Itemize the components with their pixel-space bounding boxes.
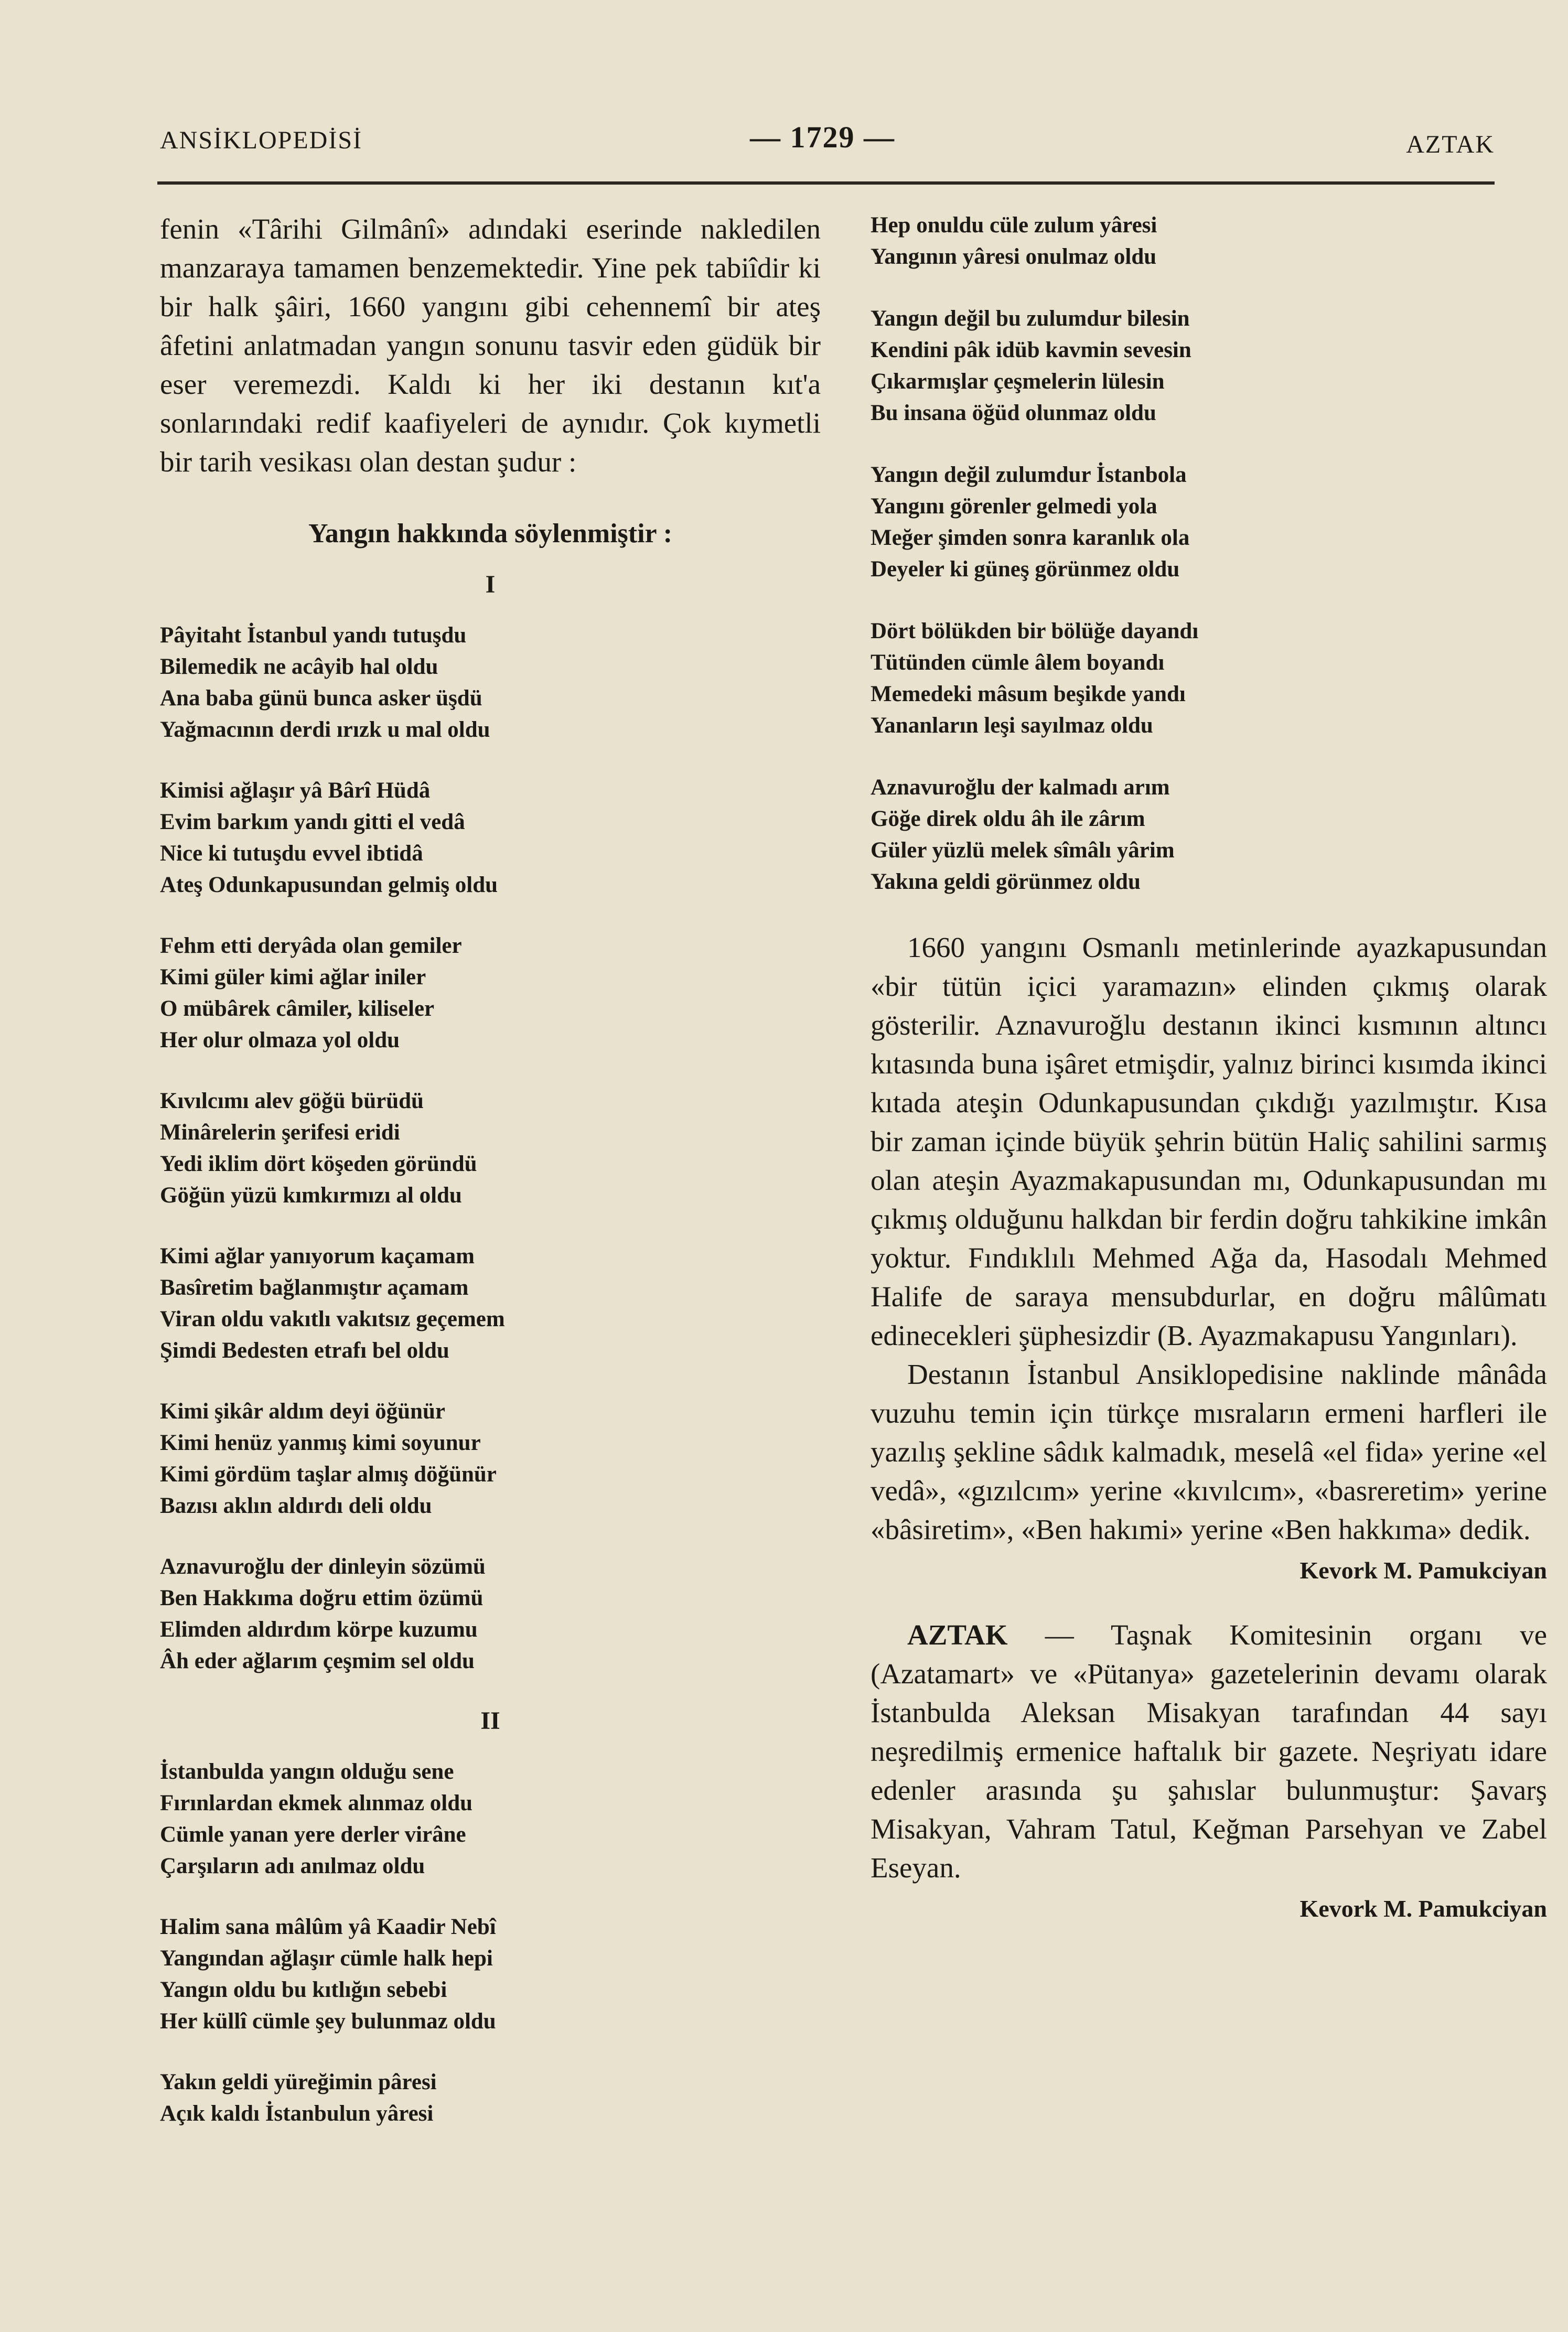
verse-line: Dört bölükden bir bölüğe dayandı — [871, 619, 1199, 643]
verse-line: Evim barkım yandı gitti el vedâ — [160, 810, 465, 834]
verse-line: Hep onuldu cüle zulum yâresi — [871, 213, 1157, 238]
author-signature-1: Kevork M. Pamukciyan — [1299, 1557, 1547, 1584]
verse-line: Viran oldu vakıtlı vakıtsız geçemem — [160, 1307, 505, 1331]
continued-stanza — [871, 772, 1547, 898]
part-one-stanza — [160, 1396, 821, 1522]
running-header-right: AZTAK — [1406, 131, 1495, 158]
verse-line: Memedeki mâsum beşikde yandı — [871, 682, 1186, 706]
verse-line: Cümle yanan yere derler virâne — [160, 1822, 466, 1847]
part-one-label: I — [485, 571, 496, 598]
verse-line: Pâyitaht İstanbul yandı tutuşdu — [160, 623, 467, 648]
part-two-label: II — [480, 1707, 500, 1735]
verse-line: Her olur olmaza yol oldu — [160, 1028, 400, 1052]
entry-spacer — [871, 1584, 1547, 1616]
intro-paragraph: fenin «Târihi Gilmânî» adındaki eserinde nakledilen manzaraya tamamen benzemektedir. Yine pek tabiîdir ki bir halk şâiri, 1660 yangını gibi cehennemî bir ateş âfetini anlatmadan yangın sonunu tasvir eden güdük bir eser veremezdi. Kaldı ki her iki destanın kıt'a sonlarındaki redif kaafiyeleri de aynıdır. Çok kıymetli bir tarih vesikası olan destan şudur : — [160, 213, 821, 478]
verse-line: Âh eder ağlarım çeşmim sel oldu — [160, 1649, 475, 1673]
aztak-entry-body: — Taşnak Komitesinin organı ve (Azatamart» ve «Pütanya» gazetelerinin devamı olarak İstanbulda Aleksan Misakyan tarafından 44 sayı neşredilmiş ermenice haftalık bir gazete. Neşriyatı idare edenler arasında şu şahıslar bulunmuştur: Şavarş Misakyan, Vahram Tatul, Keğman Parsehyan ve Zabel Eseyan. — [871, 1619, 1547, 1884]
verse-line: Bazısı aklın aldırdı deli oldu — [160, 1493, 432, 1518]
running-header-left: ANSİKLOPEDİSİ — [160, 126, 362, 154]
verse-line: Göğe direk oldu âh ile zârım — [871, 807, 1145, 831]
verse-line: Yangını görenler gelmedi yola — [871, 494, 1157, 519]
commentary-paragraph-2: Destanın İstanbul Ansiklopedisine naklinde mânâda vuzuhu temin için türkçe mısraların ermeni harfleri ile yazılış şekline sâdık kalmadık, meselâ «el fida» yerine «el vedâ», «gızılcım» yerine «kıvılcım», «basreretim» yerine «bâsiretim», «Ben hakımi» yerine «Ben hakkıma» dedik. — [871, 1358, 1547, 1545]
verse-line: O mübârek câmiler, kiliseler — [160, 996, 435, 1021]
right-column — [871, 210, 1547, 1922]
aztak-entry — [871, 1616, 1547, 1887]
part-two-stanza — [160, 2067, 821, 2130]
verse-line: Kimi gördüm taşlar almış döğünür — [160, 1462, 497, 1487]
part-two-stanza — [160, 1911, 821, 2037]
header-rule — [157, 181, 1495, 185]
continued-stanza — [871, 303, 1547, 429]
verse-line: Aznavuroğlu der kalmadı arım — [871, 775, 1170, 800]
verse-line: Bu insana öğüd olunmaz oldu — [871, 401, 1156, 425]
verse-line: Yakına geldi görünmez oldu — [871, 869, 1141, 894]
part-one-stanza — [160, 620, 821, 746]
verse-line: Ben Hakkıma doğru ettim özümü — [160, 1586, 484, 1610]
part-one-stanza — [160, 1551, 821, 1677]
verse-line: Minârelerin şerifesi eridi — [160, 1120, 400, 1145]
author-signature-2: Kevork M. Pamukciyan — [1299, 1895, 1547, 1922]
verse-line: Şimdi Bedesten etrafı bel oldu — [160, 1338, 449, 1363]
verse-line: Her küllî cümle şey bulunmaz oldu — [160, 2009, 496, 2034]
continued-stanza — [871, 616, 1547, 741]
part-one-stanza — [160, 930, 821, 1056]
verse-line: Aznavuroğlu der dinleyin sözümü — [160, 1554, 486, 1579]
verse-line: Elimden aldırdım körpe kuzumu — [160, 1617, 478, 1642]
verse-line: Tütünden cümle âlem boyandı — [871, 650, 1165, 675]
verse-line: Kimi güler kimi ağlar iniler — [160, 965, 426, 990]
part-one-stanza — [160, 1086, 821, 1211]
verse-line: Fehm etti deryâda olan gemiler — [160, 933, 462, 958]
verse-line: Yedi iklim dört köşeden göründü — [160, 1152, 477, 1176]
verse-line: Kimi şikâr aldım deyi öğünür — [160, 1399, 445, 1424]
verse-line: Yananların leşi sayılmaz oldu — [871, 713, 1153, 738]
verse-line: İstanbulda yangın olduğu sene — [160, 1759, 454, 1784]
verse-line: Çarşıların adı anılmaz oldu — [160, 1854, 425, 1878]
continued-stanza — [871, 210, 1547, 273]
verse-line: Yangın değil zulumdur İstanbola — [871, 463, 1187, 487]
verse-line: Nice ki tutuşdu evvel ibtidâ — [160, 841, 423, 866]
part-one-stanza — [160, 1241, 821, 1367]
verse-line: Yağmacının derdi ırızk u mal oldu — [160, 717, 490, 742]
continued-stanzas — [871, 210, 1547, 898]
part-two-stanzas — [160, 1756, 821, 2130]
verse-line: Göğün yüzü kımkırmızı al oldu — [160, 1183, 462, 1208]
poem-title: Yangın hakkında söylenmiştir : — [308, 519, 673, 549]
verse-line: Yangın oldu bu kıtlığın sebebi — [160, 1978, 447, 2002]
verse-line: Ana baba günü bunca asker üşdü — [160, 686, 482, 711]
verse-line: Yakın geldi yüreğimin pâresi — [160, 2070, 437, 2094]
verse-line: Açık kaldı İstanbulun yâresi — [160, 2101, 434, 2126]
verse-line: Kimi ağlar yanıyorum kaçamam — [160, 1244, 475, 1269]
verse-line: Bilemedik ne acâyib hal oldu — [160, 654, 438, 679]
verse-line: Kimisi ağlaşır yâ Bârî Hüdâ — [160, 778, 431, 803]
verse-line: Kıvılcımı alev göğü bürüdü — [160, 1089, 424, 1113]
verse-line: Ateş Odunkapusundan gelmiş oldu — [160, 873, 498, 897]
verse-line: Deyeler ki güneş görünmez oldu — [871, 557, 1180, 582]
left-column — [160, 210, 821, 2159]
verse-line: Yangın değil bu zulumdur bilesin — [871, 306, 1190, 331]
verse-line: Kimi henüz yanmış kimi soyunur — [160, 1431, 481, 1455]
page-number: — 1729 — — [750, 120, 895, 154]
commentary-paragraph-1: 1660 yangını Osmanlı metinlerinde ayazkapusundan «bir tütün içici yaramazın» elinden çıkmış olarak gösterilir. Aznavuroğlu destanın ikinci kısmının altıncı kıtasında buna işâret etmişdir, yalnız birinci kısımda ikinci kıtada ateşin Odunkapusundan çıkdığı yazılmıştır. Kısa bir zaman içinde büyük şehrin bütün Haliç sahilini sarmış olan ateşin Ayazmakapusundan mı, Odunkapusundan mı çıkmış olduğunu halkdan bir ferdin doğru tahkikine imkân yoktur. Fındıklılı Mehmed Ağa da, Hasodalı Mehmed Halife de saraya mensubdurlar, en doğru mâlûmatı edinecekleri şüphesizdir (B. Ayazmakapusu Yangınları). — [871, 931, 1548, 1351]
part-two-stanza — [160, 1756, 821, 1882]
part-one-stanza — [160, 775, 821, 901]
verse-line: Basîretim bağlanmıştır açamam — [160, 1275, 469, 1300]
part-one-stanzas — [160, 620, 821, 1677]
verse-line: Çıkarmışlar çeşmelerin lülesin — [871, 369, 1165, 394]
verse-line: Yangından ağlaşır cümle halk hepi — [160, 1946, 493, 1971]
aztak-entry-headword: AZTAK — [907, 1619, 1008, 1651]
verse-line: Fırınlardan ekmek alınmaz oldu — [160, 1791, 473, 1815]
verse-line: Yangının yâresi onulmaz oldu — [871, 244, 1157, 269]
verse-line: Halim sana mâlûm yâ Kaadir Nebî — [160, 1915, 496, 1939]
verse-line: Kendini pâk idüb kavmin sevesin — [871, 338, 1191, 362]
verse-line: Güler yüzlü melek sîmâlı yârim — [871, 838, 1175, 863]
continued-stanza — [871, 459, 1547, 585]
verse-line: Meğer şimden sonra karanlık ola — [871, 525, 1190, 550]
